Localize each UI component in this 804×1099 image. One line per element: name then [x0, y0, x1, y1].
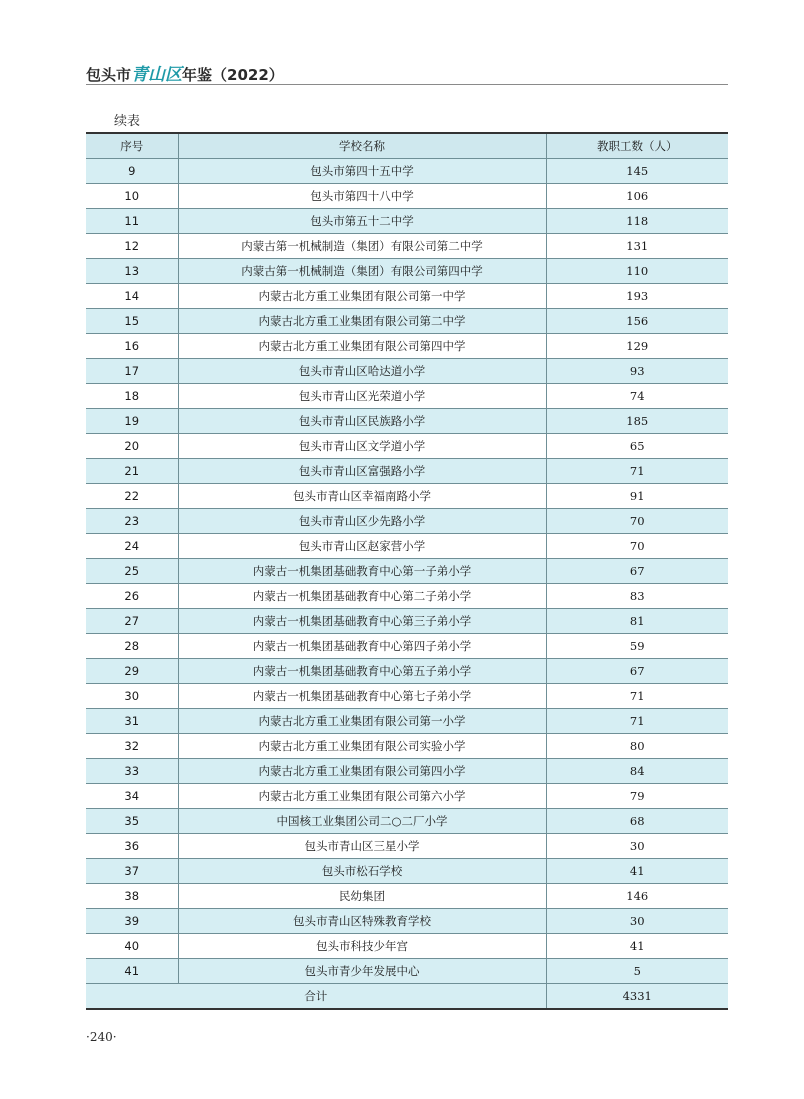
table-row [86, 284, 728, 309]
table-row [86, 734, 728, 759]
row-number: 17 [86, 359, 178, 384]
staff-count: 30 [546, 909, 728, 934]
staff-count: 93 [546, 359, 728, 384]
staff-count: 71 [546, 684, 728, 709]
school-name: 包头市第四十八中学 [178, 184, 546, 209]
table-row [86, 259, 728, 284]
staff-count: 193 [546, 284, 728, 309]
row-number: 20 [86, 434, 178, 459]
row-number: 30 [86, 684, 178, 709]
table-row [86, 159, 728, 184]
staff-count: 156 [546, 309, 728, 334]
staff-count: 70 [546, 509, 728, 534]
row-number: 18 [86, 384, 178, 409]
staff-count: 145 [546, 159, 728, 184]
staff-count: 146 [546, 884, 728, 909]
continued-label: 续表 [114, 114, 141, 129]
title-prefix: 包头市 [86, 66, 132, 84]
row-number: 29 [86, 659, 178, 684]
staff-count: 83 [546, 584, 728, 609]
running-header [86, 54, 728, 85]
staff-count: 118 [546, 209, 728, 234]
staff-count: 41 [546, 859, 728, 884]
col-header-school: 学校名称 [178, 133, 546, 159]
row-number: 38 [86, 884, 178, 909]
school-name: 包头市青山区富强路小学 [178, 459, 546, 484]
row-number: 27 [86, 609, 178, 634]
school-name: 内蒙古北方重工业集团有限公司实验小学 [178, 734, 546, 759]
row-number: 28 [86, 634, 178, 659]
row-number: 9 [86, 159, 178, 184]
school-name: 民幼集团 [178, 884, 546, 909]
school-name: 内蒙古北方重工业集团有限公司第二中学 [178, 309, 546, 334]
table-row [86, 884, 728, 909]
staff-count: 68 [546, 809, 728, 834]
row-number: 19 [86, 409, 178, 434]
table-row [86, 559, 728, 584]
row-number: 26 [86, 584, 178, 609]
school-name: 包头市青山区三星小学 [178, 834, 546, 859]
school-name: 内蒙古北方重工业集团有限公司第四小学 [178, 759, 546, 784]
yearbook-title [86, 60, 284, 85]
staff-count: 5 [546, 959, 728, 984]
row-number: 41 [86, 959, 178, 984]
table-row [86, 209, 728, 234]
table-row [86, 709, 728, 734]
table-row [86, 759, 728, 784]
table-header-row [86, 133, 728, 159]
school-name: 包头市青山区赵家营小学 [178, 534, 546, 559]
row-number: 40 [86, 934, 178, 959]
total-row [86, 984, 728, 1010]
table-row [86, 384, 728, 409]
school-name: 包头市青山区文学道小学 [178, 434, 546, 459]
col-header-number: 序号 [86, 133, 178, 159]
staff-count: 71 [546, 459, 728, 484]
total-value: 4331 [546, 984, 728, 1010]
table-row [86, 359, 728, 384]
row-number: 32 [86, 734, 178, 759]
row-number: 16 [86, 334, 178, 359]
row-number: 35 [86, 809, 178, 834]
staff-count: 30 [546, 834, 728, 859]
school-name: 包头市青山区特殊教育学校 [178, 909, 546, 934]
school-name: 内蒙古一机集团基础教育中心第七子弟小学 [178, 684, 546, 709]
school-name: 包头市青山区幸福南路小学 [178, 484, 546, 509]
row-number: 13 [86, 259, 178, 284]
row-number: 37 [86, 859, 178, 884]
school-name: 内蒙古北方重工业集团有限公司第一中学 [178, 284, 546, 309]
staff-count: 80 [546, 734, 728, 759]
staff-count: 91 [546, 484, 728, 509]
page-number: ·240· [86, 1030, 117, 1044]
school-name: 中国核工业集团公司二○二厂小学 [178, 809, 546, 834]
school-name: 内蒙古北方重工业集团有限公司第四中学 [178, 334, 546, 359]
staff-count: 79 [546, 784, 728, 809]
table-row [86, 484, 728, 509]
table-body [86, 159, 728, 984]
table-row [86, 834, 728, 859]
staff-count: 65 [546, 434, 728, 459]
table-row [86, 809, 728, 834]
staff-count: 129 [546, 334, 728, 359]
school-name: 内蒙古一机集团基础教育中心第一子弟小学 [178, 559, 546, 584]
table-row [86, 409, 728, 434]
row-number: 11 [86, 209, 178, 234]
school-name: 内蒙古第一机械制造（集团）有限公司第四中学 [178, 259, 546, 284]
staff-count: 71 [546, 709, 728, 734]
staff-count: 110 [546, 259, 728, 284]
table-row [86, 609, 728, 634]
table-row [86, 459, 728, 484]
staff-table [86, 132, 728, 1010]
table-row [86, 184, 728, 209]
table-row [86, 909, 728, 934]
school-name: 包头市青山区哈达道小学 [178, 359, 546, 384]
title-suffix: 年鉴（2022） [182, 66, 284, 84]
staff-count: 59 [546, 634, 728, 659]
row-number: 24 [86, 534, 178, 559]
row-number: 15 [86, 309, 178, 334]
row-number: 21 [86, 459, 178, 484]
staff-count: 70 [546, 534, 728, 559]
row-number: 10 [86, 184, 178, 209]
staff-count: 131 [546, 234, 728, 259]
school-name: 内蒙古一机集团基础教育中心第四子弟小学 [178, 634, 546, 659]
row-number: 36 [86, 834, 178, 859]
row-number: 34 [86, 784, 178, 809]
row-number: 39 [86, 909, 178, 934]
staff-count: 84 [546, 759, 728, 784]
table-row [86, 234, 728, 259]
title-accent: 青山区 [131, 65, 183, 85]
total-label: 合计 [86, 984, 546, 1010]
table-row [86, 934, 728, 959]
staff-count: 67 [546, 559, 728, 584]
staff-count: 106 [546, 184, 728, 209]
school-name: 包头市青山区民族路小学 [178, 409, 546, 434]
row-number: 23 [86, 509, 178, 534]
school-name: 包头市青少年发展中心 [178, 959, 546, 984]
school-name: 包头市青山区少先路小学 [178, 509, 546, 534]
school-name: 内蒙古北方重工业集团有限公司第一小学 [178, 709, 546, 734]
staff-count: 67 [546, 659, 728, 684]
table-row [86, 434, 728, 459]
table-row [86, 334, 728, 359]
table-row [86, 659, 728, 684]
school-name: 包头市松石学校 [178, 859, 546, 884]
staff-count: 81 [546, 609, 728, 634]
school-name: 包头市第四十五中学 [178, 159, 546, 184]
row-number: 33 [86, 759, 178, 784]
staff-count: 185 [546, 409, 728, 434]
row-number: 14 [86, 284, 178, 309]
row-number: 25 [86, 559, 178, 584]
table-row [86, 859, 728, 884]
col-header-staff: 教职工数（人） [546, 133, 728, 159]
table-row [86, 509, 728, 534]
row-number: 12 [86, 234, 178, 259]
school-name: 内蒙古一机集团基础教育中心第三子弟小学 [178, 609, 546, 634]
staff-count: 41 [546, 934, 728, 959]
row-number: 31 [86, 709, 178, 734]
table-row [86, 634, 728, 659]
row-number: 22 [86, 484, 178, 509]
school-name: 包头市青山区光荣道小学 [178, 384, 546, 409]
table-row [86, 784, 728, 809]
staff-count: 74 [546, 384, 728, 409]
school-name: 内蒙古一机集团基础教育中心第二子弟小学 [178, 584, 546, 609]
school-name: 包头市第五十二中学 [178, 209, 546, 234]
table-row [86, 309, 728, 334]
table-row [86, 684, 728, 709]
school-name: 包头市科技少年宫 [178, 934, 546, 959]
table-row [86, 959, 728, 984]
table-row [86, 534, 728, 559]
table-row [86, 584, 728, 609]
school-name: 内蒙古北方重工业集团有限公司第六小学 [178, 784, 546, 809]
school-name: 内蒙古第一机械制造（集团）有限公司第二中学 [178, 234, 546, 259]
school-name: 内蒙古一机集团基础教育中心第五子弟小学 [178, 659, 546, 684]
